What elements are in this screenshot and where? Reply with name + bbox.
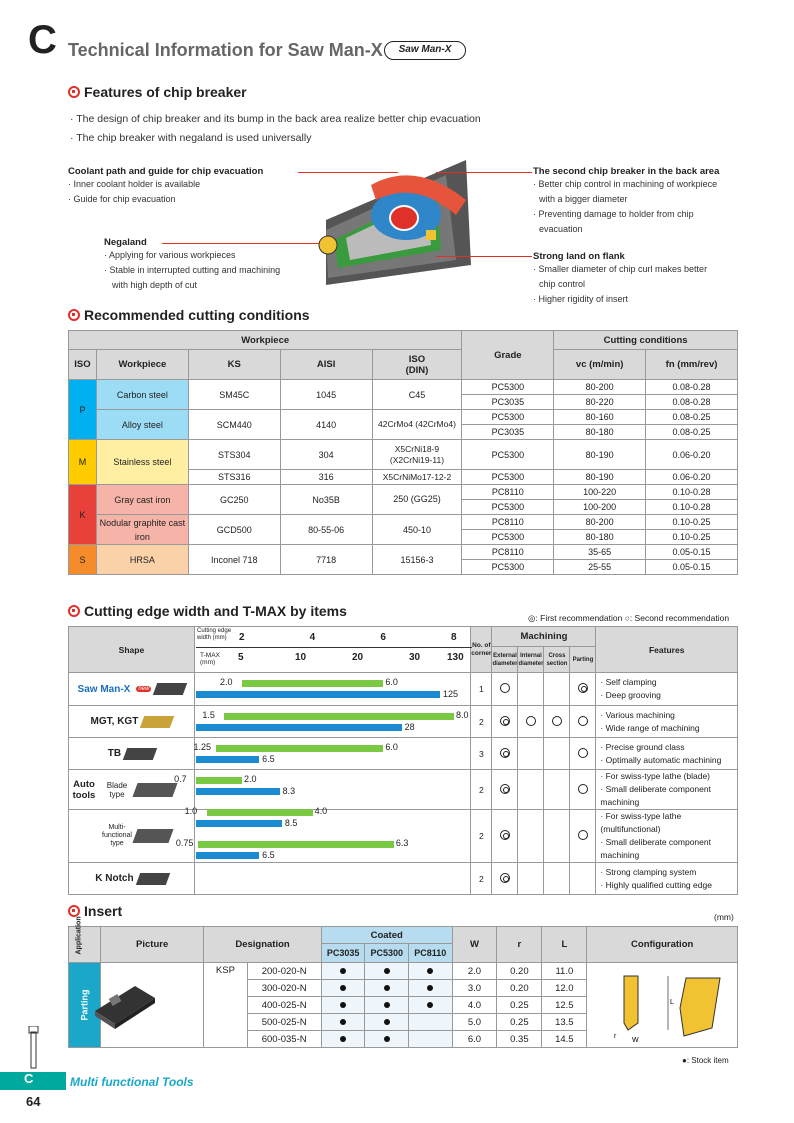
product-badge: Saw Man-X [384, 41, 466, 60]
page-number: 64 [26, 1094, 41, 1109]
first-recommend-icon [500, 830, 510, 840]
features-bullets [70, 110, 481, 148]
tmax-scale-label: T-MAX (mm) [200, 652, 220, 666]
table-row: STS316 316 X5CrNiMo17-12-2 PC5300 80-190 0.06-0.20 [69, 470, 738, 485]
second-recommend-icon [526, 716, 536, 726]
tool-shape-icon [140, 716, 174, 728]
width-min-label: 1.5 [202, 710, 215, 720]
tmax-tick-label: 30 [409, 652, 421, 663]
shape-name: Blade type [106, 780, 128, 799]
annotation-coolant: Coolant path and guide for chip evacuation · Inner coolant holder is available · Guide for chip evacuation [68, 166, 264, 204]
config-label-w: W [632, 1037, 639, 1044]
table-row: 400-025-N 4.0 0.25 12.5 [69, 997, 738, 1014]
application-label: Parting [79, 989, 90, 1021]
insert-picture [90, 976, 160, 1031]
chapter-letter: C [28, 18, 57, 62]
page-title: Technical Information for Saw Man-X [68, 40, 383, 60]
tool-shape-icon [132, 783, 177, 797]
first-recommend-icon [578, 683, 588, 693]
auto-tools-label: Auto tools [72, 778, 96, 801]
table-row: Nodular graphite cast iron GCD500 80-55-06 450-10 PC8110 80-200 0.10-0.25 [69, 515, 738, 530]
width-min-label: 0.7 [174, 774, 187, 784]
first-recommend-icon [500, 784, 510, 794]
shape-name: Saw Man-X [77, 683, 131, 695]
footer-section: Multi functional Tools [70, 1075, 194, 1089]
shape-name: Multi-functional type [102, 824, 132, 847]
table-row: Multi-functional type 2 · For swiss-type lathe (multifunctional) · Small deliberate component machining [69, 810, 738, 863]
annotation-second-breaker: The second chip breaker in the back area · Better chip control in machining of workpiece with a bigger diameter · Preventing damage to holder from chip evacuation [533, 166, 720, 234]
section-bullet-icon [68, 309, 80, 321]
stock-dot-icon [427, 985, 433, 991]
tmax-bar [196, 788, 280, 795]
config-label-r: r [614, 1033, 617, 1040]
section-bullet-icon [68, 86, 80, 98]
insert-heading: Insert [68, 903, 122, 919]
section-bullet-icon [68, 905, 80, 917]
tmax-bar [196, 724, 402, 731]
width-min-label: 2.0 [220, 677, 233, 687]
tmax-tick-label: 130 [447, 652, 464, 663]
stock-dot-icon [340, 1002, 346, 1008]
tmax-label: 28 [404, 722, 415, 732]
tool-shape-icon [135, 873, 169, 885]
first-recommend-icon [500, 716, 510, 726]
bar-cell [194, 673, 470, 706]
tmax-tick-label: 20 [352, 652, 364, 663]
table-row: TB 3 · Precise ground class · Optimally automatic machining [69, 738, 738, 770]
table-row: 500-025-N 5.0 0.25 13.5 [69, 1014, 738, 1031]
edge-heading: Cutting edge width and T-MAX by items [68, 603, 347, 619]
tmax-bar [196, 756, 259, 763]
tmax-label: 8.3 [282, 786, 296, 796]
leader-line [436, 172, 532, 173]
shape-name: MGT, KGT [90, 716, 139, 727]
bar-cell [194, 863, 470, 895]
new-badge: new [138, 686, 150, 692]
table-row: Alloy steel SCM440 4140 42CrMo4 (42CrMo4) PC5300 80-160 0.08-0.25 [69, 410, 738, 425]
table-row: S HRSA Inconel 718 7718 15156-3 PC8110 35-65 0.05-0.15 [69, 545, 738, 560]
width-scale-label: Cutting edge width (mm) [197, 628, 232, 641]
width-max-label: 6.3 [395, 838, 409, 848]
width-max-label: 8.0 [456, 710, 469, 720]
shape-name: TB [107, 748, 122, 759]
stock-dot-icon [427, 968, 433, 974]
width-max-label: 4.0 [314, 806, 328, 816]
stock-dot-icon [384, 985, 390, 991]
footer-tab-letter: C [24, 1071, 34, 1086]
stock-dot-icon [384, 1002, 390, 1008]
tool-shape-icon [123, 748, 157, 760]
width-tick-label: 6 [380, 632, 386, 643]
width-min-label: 1.25 [193, 742, 212, 752]
tmax-label: 8.5 [284, 818, 298, 828]
second-recommend-icon [578, 830, 588, 840]
table-row: PC5300 80-180 0.10-0.25 [69, 530, 738, 545]
table-row: 600-035-N 6.0 0.35 14.5 [69, 1031, 738, 1048]
unit-label: (mm) [714, 912, 734, 922]
stock-dot-icon [384, 1036, 390, 1042]
table-row: Auto tools Blade type 2 · For swiss-type lathe (blade) · Small deliberate component machining [69, 770, 738, 810]
width-max-label: 6.0 [385, 742, 398, 752]
tmax-label: 6.5 [262, 754, 275, 764]
first-recommend-icon [500, 748, 510, 758]
second-recommend-icon [578, 716, 588, 726]
width-tick-label: 8 [451, 632, 457, 643]
stock-dot-icon [427, 1002, 433, 1008]
stock-dot-icon [340, 1019, 346, 1025]
tmax-bar [196, 691, 440, 698]
stock-note: ●: Stock item [682, 1056, 729, 1065]
width-max-label: 2.0 [244, 774, 257, 784]
stock-dot-icon [340, 985, 346, 991]
annotation-strong-land: Strong land on flank · Smaller diameter of chip curl makes better chip control · Higher rigidity of insert [533, 251, 708, 304]
feature-bullet: · The design of chip breaker and its bump in the back area realize better chip evacuation [70, 113, 481, 125]
scale-axis [196, 647, 472, 648]
width-range-bar [242, 680, 383, 687]
table-row: K Notch 2 · Strong clamping system · Highly qualified cutting edge [69, 863, 738, 895]
stock-dot-icon [340, 1036, 346, 1042]
stock-dot-icon [384, 1019, 390, 1025]
second-recommend-icon [500, 683, 510, 693]
leader-line [436, 256, 532, 257]
insert-table: Application Picture Designation Coated W r L Configuration PC3035 PC5300 PC8110 Parting KSP 200-020-N 2.0 0.20 11.0 300-020-N 3.0 0.20 12.0 400-025-N 4.0 0.25 12.5 500-025-N 5.0 0.25 13.5 600-035-N 6.0 0.35 14.5 [68, 926, 738, 1048]
tmax-tick-label: 10 [295, 652, 307, 663]
width-range-bar [196, 777, 242, 784]
conditions-heading: Recommended cutting conditions [68, 307, 310, 323]
width-range-bar [216, 745, 384, 752]
chip-breaker-illustration [316, 150, 476, 290]
designation: 500-025-N [247, 1014, 321, 1031]
tmax-label: 6.5 [262, 850, 275, 860]
bar-cell [194, 706, 470, 738]
config-label-l: L [670, 999, 674, 1006]
width-tick-label: 4 [309, 632, 316, 643]
table-row: K Gray cast iron GC250 No35B 250 (GG25) PC8110 100-220 0.10-0.28 [69, 485, 738, 500]
second-recommend-icon [578, 784, 588, 794]
insert-configuration-diagram [604, 968, 734, 1048]
width-max-label: 6.0 [385, 677, 398, 687]
leader-line [162, 243, 328, 244]
bar-cell [194, 738, 470, 770]
width-range-bar [207, 809, 313, 816]
tmax-bar [196, 820, 282, 827]
tool-shape-icon [153, 683, 187, 695]
tmax-label: 125 [443, 689, 459, 699]
designation-prefix: KSP [204, 963, 247, 1048]
table-row: PC3035 80-220 0.08-0.28 [69, 395, 738, 410]
designation: 600-035-N [247, 1031, 321, 1048]
second-recommend-icon [552, 716, 562, 726]
annotation-negaland: Negaland · Applying for various workpieces · Stable in interrupted cutting and machining with high depth of cut [104, 237, 281, 290]
shape-name: K Notch [95, 873, 134, 884]
tool-shape-icon [132, 829, 173, 843]
designation: 400-025-N [247, 997, 321, 1014]
table-row: PC5300 100-200 0.10-0.28 [69, 500, 738, 515]
tmax-bar [196, 852, 259, 859]
width-tick-label: 2 [239, 632, 245, 643]
width-min-label: 1.0 [184, 806, 198, 816]
stock-dot-icon [340, 968, 346, 974]
tmax-tick-label: 5 [238, 652, 244, 663]
table-row: 300-020-N 3.0 0.20 12.0 [69, 980, 738, 997]
cutting-conditions-table: Workpiece Grade Cutting conditions ISO Workpiece KS AISI ISO (DIN) vc (m/min) fn (mm/rev) P Carbon steel SM45C 1045 C45 PC5300 80-200 0.08-0.28 PC3035 80-220 0.08-0.28 Alloy steel SCM440 4140 42CrMo4 (42CrMo4) PC5300 80-160 0.08-0.25 PC3035 80-180 0.08-0.25 M Stainless steel STS304 304 X5CrNi18-9 (X2CrNi19-11) PC5300 80-190 0.06-0.20 STS316 316 X5CrNiMo17-12-2 PC5300 80-190 0.06-0.20 K Gray cast iron GC250 No35B 250 (GG25) PC8110 100-220 0.10-0.28 PC5300 100-200 0.10-0.28 Nodular graphite cast iron GCD500 80-55-06 450-10 PC8110 80-200 0.10-0.25 PC5300 80-180 0.10-0.25 S HRSA Inconel 718 7718 15156-3 PC8110 35-65 0.05-0.15 PC5300 25-55 0.05-0.15 [68, 330, 738, 575]
section-bullet-icon [68, 605, 80, 617]
feature-bullet: · The chip breaker with negaland is used universally [70, 132, 312, 144]
table-row: Saw Man-X new 1 · Self clamping · Deep grooving [69, 673, 738, 706]
table-row: PC3035 80-180 0.08-0.25 [69, 425, 738, 440]
recommendation-legend: ◎: First recommendation ○: Second recommendation [528, 613, 730, 623]
features-heading: Features of chip breaker [68, 84, 247, 100]
table-row: Parting KSP 200-020-N 2.0 0.20 11.0 [69, 963, 738, 980]
table-row: PC5300 25-55 0.05-0.15 [69, 560, 738, 575]
second-recommend-icon [578, 748, 588, 758]
table-row: M Stainless steel STS304 304 X5CrNi18-9 (X2CrNi19-11) PC5300 80-190 0.06-0.20 [69, 440, 738, 470]
width-min-label: 0.75 [175, 838, 194, 848]
designation: 300-020-N [247, 980, 321, 997]
width-range-bar [198, 841, 394, 848]
table-row: MGT, KGT 2 · Various machining · Wide range of machining [69, 706, 738, 738]
stock-dot-icon [384, 968, 390, 974]
table-row: P Carbon steel SM45C 1045 C45 PC5300 80-200 0.08-0.28 [69, 380, 738, 395]
designation: 200-020-N [247, 963, 321, 980]
first-recommend-icon [500, 873, 510, 883]
width-range-bar [224, 713, 454, 720]
edge-width-table: Shape No. of corner Machining Features External diameter Internal diameter Cross section Parting Saw Man-X new 1 · Self clamping · Deep grooving MGT, KGT 2 · Various machining · Wide range of machining TB 3 · Precise ground class · Optimally automatic machining Auto tools Blade type 2 · For swiss-type lathe (blade) · Small deliberate component machining Multi-functional type 2 · For swiss-type lathe (multifunctional) · Small deliberate component machining K Notch 2 · Strong clamping system · Highly qualified cutting edge [68, 626, 738, 895]
tool-icon [28, 1026, 40, 1070]
